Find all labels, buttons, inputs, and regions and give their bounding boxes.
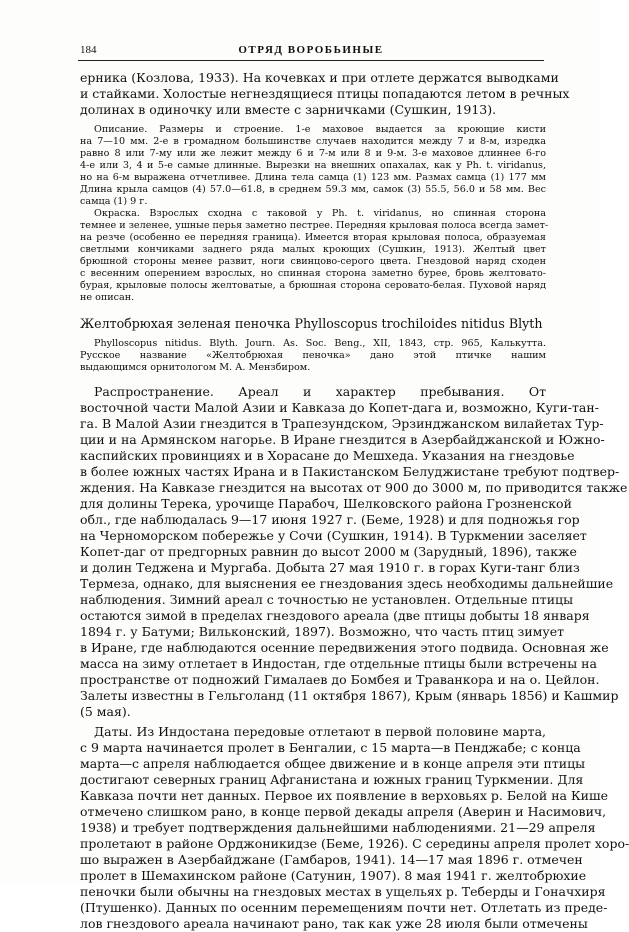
text-line: пролет в Шемахинском районе (Сатунин, 1907). 8 мая 1941 г. желтобрюхие — [80, 868, 587, 883]
page-header — [78, 42, 544, 61]
text-line: отмечено слишком рано, в конце первой декады апреля (Аверин и Насимович, — [80, 804, 607, 819]
text-line: брюшной стороны менее развит, ноги свинцово-серого цвета. Гнездовой наряд сходен — [80, 256, 546, 267]
paragraph — [80, 384, 628, 720]
text-line: темнее и зеленее, ушные перья заметно пестрее. Передняя крыловая полоса всегда замет- — [80, 220, 549, 231]
text-line: бурая, крыловые полосы желтоватые, а брюшная сторона серовато-белая. Пуховой наряд — [80, 280, 546, 291]
text-line: но на 6-м выражена отчетливее. Длина тела самца (1) 123 мм. Размах самца (1) 177 мм — [80, 172, 546, 183]
paragraph — [80, 70, 570, 118]
text-line: шо выражен в Азербайджане (Гамбаров, 1941). 14—17 мая 1896 г. отмечен — [80, 852, 583, 867]
text-line: на 7—10 мм. 2-е в громадном большинстве случаев находится между 7 и 8-м, изредка — [80, 136, 546, 147]
text-line: и долин Теджена и Мургаба. Добыта 27 мая 1910 г. в горах Куги-танг близ — [80, 560, 580, 575]
text-line: Термеза, однако, для выяснения ее гнездования здесь необходимы дальнейшие — [80, 576, 614, 591]
text-line: в Иране, где наблюдаются осенние передвижения этого подвида. Основная же — [80, 640, 609, 655]
text-line: пространстве от подножий Гималаев до Бомбея и Траванкора и на о. Цейлон. — [80, 672, 600, 687]
text-line: марта—с апреля наблюдается общее движение и в конце апреля эти птицы — [80, 756, 586, 771]
text-line: 4-е или 3, 4 и 5-е самые длинные. Вырезки на внешних опахалах, как у Ph. t. viridanus, — [80, 160, 546, 171]
text-line: для долины Терека, урочище Парабоч, Шелковского района Грозненской — [80, 496, 572, 511]
text-line: Копет-даг от предгорных равнин до высот 2000 м (Зарудный, 1896), также — [80, 544, 577, 559]
text-line: ждения. На Кавказе гнездится на высотах от 900 до 3000 м, по приводится также — [80, 480, 628, 495]
text-line: самца (1) 9 г. — [80, 196, 148, 207]
text-line: Желтобрюхая зеленая пеночка Phylloscopus trochiloides nitidus Blyth — [80, 316, 543, 331]
text-line: Окраска. Взрослых сходна с таковой у Ph. t. viridanus, но спинная сторона — [94, 208, 546, 219]
text-line: Длина крыла самцов (4) 57.0—61.8, в среднем 59.3 мм, самок (3) 55.5, 56.0 и 58 мм. Вес — [80, 184, 546, 195]
text-line: на Черноморском побережье у Сочи (Сушкин, 1914). В Туркмении заселяет — [80, 528, 587, 543]
text-line: равно 8 или 7-му или же лежит между 6 и 7-м или 8 и 9-м. 3-е маховое длиннее 6-го — [80, 148, 546, 159]
text-line: каспийских провинциях и в Хорасане до Мешхеда. Указания на гнездовье — [80, 448, 575, 463]
text-line: восточной части Малой Азии и Кавказа до Копет-дага и, возможно, Куги-тан- — [80, 400, 599, 415]
paragraph — [80, 724, 629, 932]
text-line: Русское название «Желтобрюхая пеночка» дано этой птичке нашим — [80, 350, 546, 361]
text-line: долинах в одиночку или вместе с зарничками (Сушкин, 1913). — [80, 102, 497, 117]
text-line: остаются зимой в пределах гнездового ареала (две птицы добыты 18 января — [80, 608, 590, 623]
paragraph — [80, 208, 549, 304]
text-line: и стайками. Холостые негнездящиеся птицы попадаются летом в речных — [80, 86, 570, 101]
text-line: обл., где наблюдалась 9—17 июня 1927 г. (Беме, 1928) и для подножья гор — [80, 512, 580, 527]
text-line: пролетают в районе Орджоникидзе (Беме, 1926). С середины апреля пролет хоро- — [80, 836, 629, 851]
text-line: (Птушенко). Данных по осенним перемещениям почти нет. Отлетать из преде- — [80, 900, 608, 915]
text-line: светлыми кончиками заднего ряда малых кроющих (Сушкин, 1913). Желтый цвет — [80, 244, 546, 255]
text-line: (5 мая). — [80, 704, 131, 719]
paragraph — [80, 314, 546, 334]
text-line: Залеты известны в Гельголанд (11 октября 1867), Крым (январь 1856) и Кашмир — [80, 688, 619, 703]
page-number: 184 — [80, 44, 97, 56]
text-line: га. В Малой Азии гнездится в Трапезундском, Эрзинджанском вилайетах Тур- — [80, 416, 604, 431]
text-line: Phylloscopus nitidus. Blyth. Journ. As. Soc. Beng., XII, 1843, стр. 965, Калькутта. — [94, 338, 546, 349]
text-line: Описание. Размеры и строение. 1-е маховое выдается за кроющие кисти — [94, 124, 546, 135]
text-line: наблюдения. Зимний ареал с точностью не установлен. Отдельные птицы — [80, 592, 574, 607]
paragraph — [80, 338, 546, 374]
page-body — [80, 70, 629, 932]
text-line: ции и на Армянском нагорье. В Иране гнездится в Азербайджанской и Южно- — [80, 432, 605, 447]
text-line: ерника (Козлова, 1933). На кочевках и при отлете держатся выводками — [80, 70, 559, 85]
text-line: 1938) и требует подтверждения дальнейшими наблюдениями. 21—29 апреля — [80, 820, 596, 835]
text-line: с 9 марта начинается пролет в Бенгалии, с 15 марта—в Пенджабе; с конца — [80, 740, 581, 755]
text-line: не описан. — [80, 292, 135, 303]
text-line: достигают северных границ Афганистана и южных границ Туркмении. Для — [80, 772, 584, 787]
paragraph — [80, 124, 546, 208]
text-line: 1894 г. у Батуми; Вильконский, 1897). Возможно, что часть птиц зимует — [80, 624, 565, 639]
text-line: пеночки были обычны на гнездовых местах в ущельях р. Теберды и Гоначхиря — [80, 884, 606, 899]
text-line: на резче (особенно ее передняя граница). Имеется вторая крыловая полоса, образуемая — [80, 232, 546, 243]
text-line: масса на зиму отлетает в Индостан, где отдельные птицы были встречены на — [80, 656, 597, 671]
text-line: выдающимся орнитологом М. А. Мензбиром. — [80, 362, 311, 373]
running-title: ОТРЯД ВОРОБЬИНЫЕ — [238, 44, 384, 56]
text-line: Распространение. Ареал и характер пребывания. От — [94, 384, 546, 399]
text-line: Даты. Из Индостана передовые отлетают в первой половине марта, — [94, 724, 546, 739]
text-line: Кавказа почти нет данных. Первое их появление в верховьях р. Белой на Кише — [80, 788, 608, 803]
text-line: в более южных частях Ирана и в Пакистанском Белуджистане требуют подтвер- — [80, 464, 620, 479]
text-line: лов гнездового ареала начинают рано, так как уже 28 июля были отмечены — [80, 916, 588, 931]
text-line: с весенним оперением взрослых, но спинная сторона заметно бурее, бровь желтовато- — [80, 268, 546, 279]
